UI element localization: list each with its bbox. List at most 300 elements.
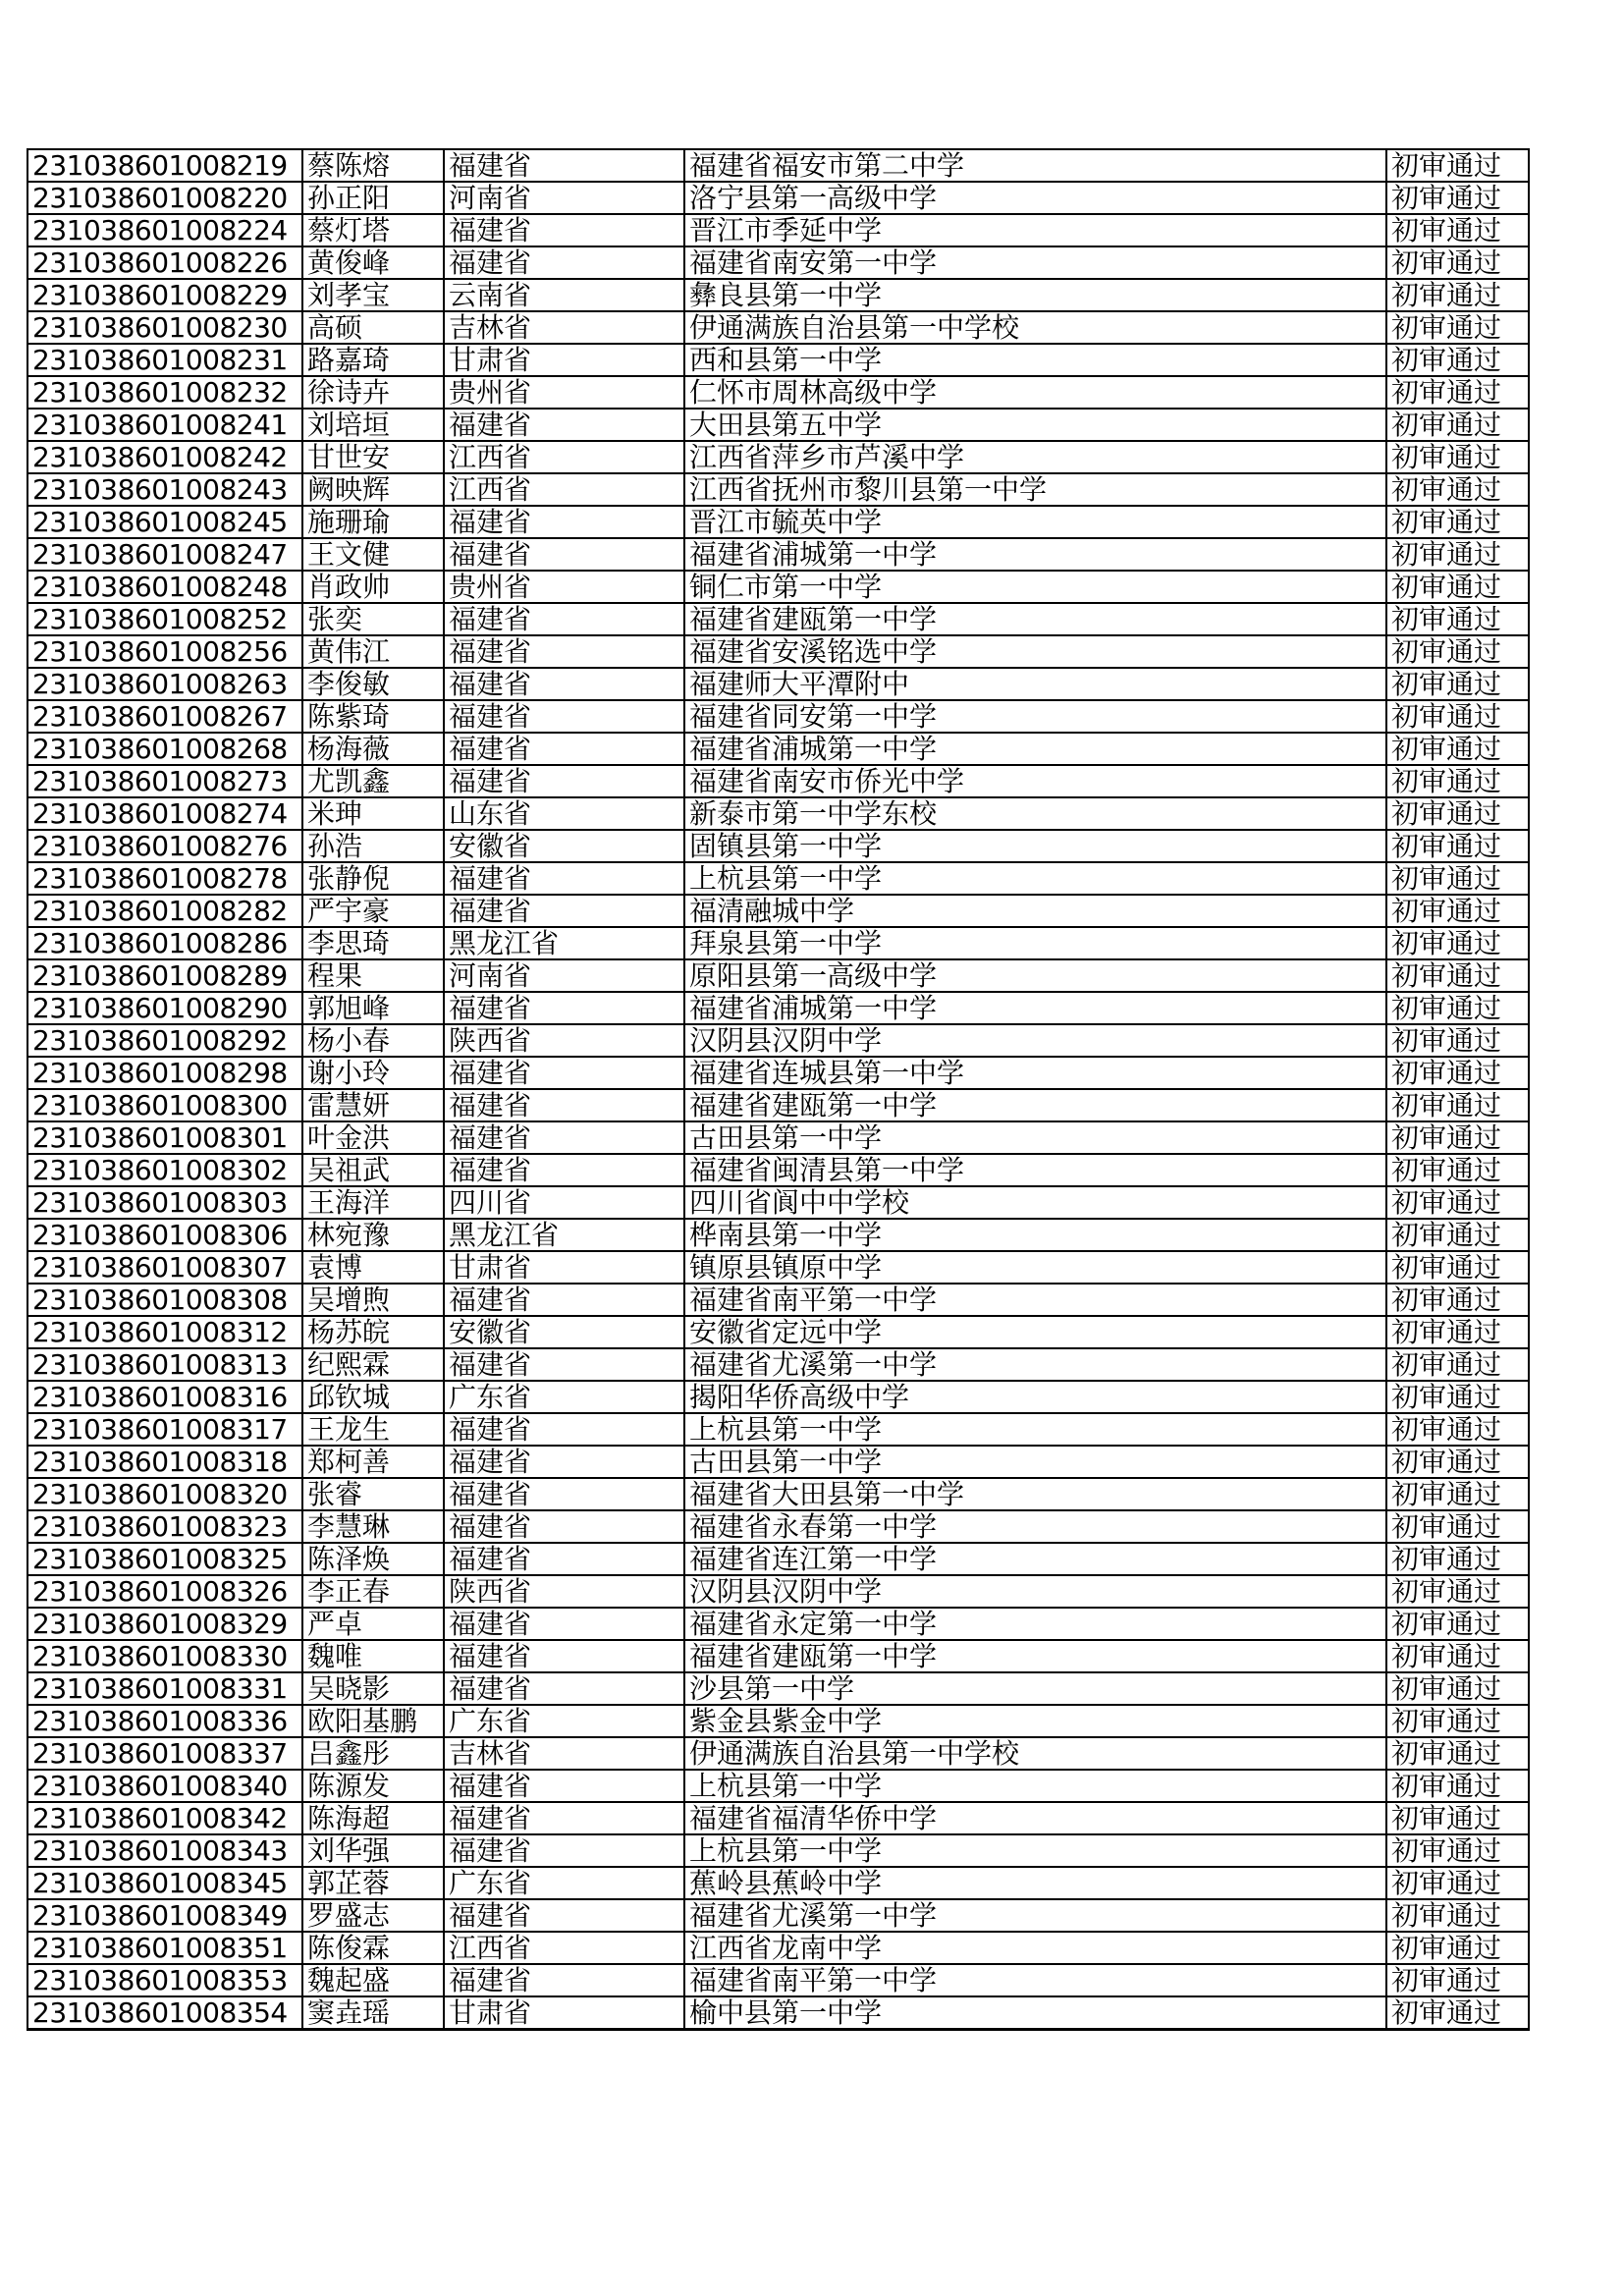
cell-name: 孙正阳 <box>302 182 444 214</box>
table-row <box>27 1478 1529 1510</box>
cell-status: 初审通过 <box>1386 1867 1529 1899</box>
cell-school: 揭阳华侨高级中学 <box>684 1381 1386 1413</box>
table-row <box>27 441 1529 473</box>
cell-status: 初审通过 <box>1386 311 1529 344</box>
cell-id: 231038601008230 <box>27 311 302 344</box>
cell-id: 231038601008336 <box>27 1705 302 1737</box>
cell-status: 初审通过 <box>1386 1284 1529 1316</box>
cell-school: 福建省永春第一中学 <box>684 1510 1386 1543</box>
table-row <box>27 635 1529 668</box>
cell-province: 吉林省 <box>444 311 684 344</box>
cell-id: 231038601008290 <box>27 992 302 1024</box>
cell-name: 杨苏皖 <box>302 1316 444 1348</box>
cell-name: 米珅 <box>302 797 444 830</box>
cell-province: 福建省 <box>444 409 684 441</box>
cell-province: 甘肃省 <box>444 1996 684 2030</box>
cell-name: 窦垚瑶 <box>302 1996 444 2030</box>
cell-school: 彝良县第一中学 <box>684 279 1386 311</box>
cell-name: 王文健 <box>302 538 444 571</box>
cell-school: 桦南县第一中学 <box>684 1219 1386 1251</box>
cell-school: 原阳县第一高级中学 <box>684 959 1386 992</box>
table-row <box>27 862 1529 895</box>
cell-school: 福建省福安市第二中学 <box>684 149 1386 182</box>
table-row <box>27 765 1529 797</box>
cell-status: 初审通过 <box>1386 1121 1529 1154</box>
cell-school: 福建省南安第一中学 <box>684 246 1386 279</box>
cell-school: 福建省浦城第一中学 <box>684 538 1386 571</box>
cell-id: 231038601008351 <box>27 1932 302 1964</box>
cell-name: 李慧琳 <box>302 1510 444 1543</box>
table-row <box>27 376 1529 409</box>
cell-id: 231038601008308 <box>27 1284 302 1316</box>
cell-status: 初审通过 <box>1386 1640 1529 1672</box>
cell-school: 福建省浦城第一中学 <box>684 733 1386 765</box>
table-row <box>27 1802 1529 1834</box>
cell-id: 231038601008326 <box>27 1575 302 1608</box>
cell-status: 初审通过 <box>1386 1770 1529 1802</box>
cell-name: 黄俊峰 <box>302 246 444 279</box>
cell-province: 福建省 <box>444 862 684 895</box>
cell-province: 安徽省 <box>444 830 684 862</box>
cell-status: 初审通过 <box>1386 1348 1529 1381</box>
cell-name: 陈俊霖 <box>302 1932 444 1964</box>
cell-province: 福建省 <box>444 1899 684 1932</box>
cell-status: 初审通过 <box>1386 1446 1529 1478</box>
table-row <box>27 959 1529 992</box>
cell-name: 肖政帅 <box>302 571 444 603</box>
cell-school: 洛宁县第一高级中学 <box>684 182 1386 214</box>
cell-province: 福建省 <box>444 765 684 797</box>
cell-name: 魏起盛 <box>302 1964 444 1996</box>
cell-id: 231038601008243 <box>27 473 302 506</box>
cell-name: 郭旭峰 <box>302 992 444 1024</box>
cell-status: 初审通过 <box>1386 1219 1529 1251</box>
cell-id: 231038601008353 <box>27 1964 302 1996</box>
cell-id: 231038601008256 <box>27 635 302 668</box>
cell-status: 初审通过 <box>1386 1381 1529 1413</box>
cell-status: 初审通过 <box>1386 927 1529 959</box>
cell-id: 231038601008306 <box>27 1219 302 1251</box>
cell-status: 初审通过 <box>1386 376 1529 409</box>
cell-province: 福建省 <box>444 1446 684 1478</box>
table-row <box>27 409 1529 441</box>
cell-status: 初审通过 <box>1386 992 1529 1024</box>
table-row <box>27 733 1529 765</box>
cell-status: 初审通过 <box>1386 1964 1529 1996</box>
table-row <box>27 1899 1529 1932</box>
cell-id: 231038601008248 <box>27 571 302 603</box>
table-row <box>27 1867 1529 1899</box>
cell-id: 231038601008292 <box>27 1024 302 1057</box>
cell-name: 蔡灯塔 <box>302 214 444 246</box>
cell-school: 福建师大平潭附中 <box>684 668 1386 700</box>
cell-id: 231038601008302 <box>27 1154 302 1186</box>
cell-id: 231038601008313 <box>27 1348 302 1381</box>
cell-province: 福建省 <box>444 635 684 668</box>
cell-name: 刘孝宝 <box>302 279 444 311</box>
table-row <box>27 279 1529 311</box>
cell-id: 231038601008276 <box>27 830 302 862</box>
cell-school: 福建省南安市侨光中学 <box>684 765 1386 797</box>
cell-school: 新泰市第一中学东校 <box>684 797 1386 830</box>
cell-school: 镇原县镇原中学 <box>684 1251 1386 1284</box>
cell-school: 福建省南平第一中学 <box>684 1964 1386 1996</box>
cell-school: 上杭县第一中学 <box>684 1413 1386 1446</box>
cell-status: 初审通过 <box>1386 409 1529 441</box>
cell-status: 初审通过 <box>1386 1024 1529 1057</box>
cell-school: 安徽省定远中学 <box>684 1316 1386 1348</box>
table-row <box>27 700 1529 733</box>
cell-school: 上杭县第一中学 <box>684 862 1386 895</box>
cell-name: 路嘉琦 <box>302 344 444 376</box>
cell-id: 231038601008252 <box>27 603 302 635</box>
table-row <box>27 1121 1529 1154</box>
table-row <box>27 797 1529 830</box>
cell-province: 江西省 <box>444 473 684 506</box>
cell-province: 福建省 <box>444 1413 684 1446</box>
cell-id: 231038601008289 <box>27 959 302 992</box>
cell-id: 231038601008349 <box>27 1899 302 1932</box>
cell-school: 江西省抚州市黎川县第一中学 <box>684 473 1386 506</box>
table-row <box>27 992 1529 1024</box>
cell-name: 黄伟江 <box>302 635 444 668</box>
cell-province: 福建省 <box>444 149 684 182</box>
cell-province: 江西省 <box>444 441 684 473</box>
cell-status: 初审通过 <box>1386 279 1529 311</box>
cell-school: 上杭县第一中学 <box>684 1834 1386 1867</box>
cell-status: 初审通过 <box>1386 1057 1529 1089</box>
cell-name: 陈源发 <box>302 1770 444 1802</box>
cell-status: 初审通过 <box>1386 635 1529 668</box>
cell-id: 231038601008268 <box>27 733 302 765</box>
table-row <box>27 571 1529 603</box>
cell-school: 汉阴县汉阴中学 <box>684 1575 1386 1608</box>
cell-province: 福建省 <box>444 1543 684 1575</box>
cell-name: 李正春 <box>302 1575 444 1608</box>
cell-id: 231038601008330 <box>27 1640 302 1672</box>
table-row <box>27 1964 1529 1996</box>
cell-school: 福清融城中学 <box>684 895 1386 927</box>
cell-status: 初审通过 <box>1386 1802 1529 1834</box>
cell-name: 刘培垣 <box>302 409 444 441</box>
cell-id: 231038601008231 <box>27 344 302 376</box>
cell-name: 邱钦城 <box>302 1381 444 1413</box>
cell-status: 初审通过 <box>1386 1478 1529 1510</box>
cell-school: 四川省阆中中学校 <box>684 1186 1386 1219</box>
cell-status: 初审通过 <box>1386 1154 1529 1186</box>
cell-status: 初审通过 <box>1386 1672 1529 1705</box>
table-row <box>27 1737 1529 1770</box>
cell-status: 初审通过 <box>1386 1932 1529 1964</box>
cell-name: 李思琦 <box>302 927 444 959</box>
cell-province: 福建省 <box>444 1640 684 1672</box>
cell-school: 福建省连城县第一中学 <box>684 1057 1386 1089</box>
cell-province: 贵州省 <box>444 376 684 409</box>
cell-id: 231038601008342 <box>27 1802 302 1834</box>
cell-id: 231038601008286 <box>27 927 302 959</box>
cell-name: 严宇豪 <box>302 895 444 927</box>
cell-name: 张奕 <box>302 603 444 635</box>
table-row <box>27 1219 1529 1251</box>
cell-status: 初审通过 <box>1386 1737 1529 1770</box>
cell-school: 铜仁市第一中学 <box>684 571 1386 603</box>
cell-province: 福建省 <box>444 668 684 700</box>
cell-province: 黑龙江省 <box>444 927 684 959</box>
cell-province: 福建省 <box>444 1802 684 1834</box>
cell-school: 福建省尤溪第一中学 <box>684 1899 1386 1932</box>
cell-status: 初审通过 <box>1386 959 1529 992</box>
cell-province: 福建省 <box>444 1089 684 1121</box>
cell-province: 黑龙江省 <box>444 1219 684 1251</box>
cell-name: 王海洋 <box>302 1186 444 1219</box>
cell-id: 231038601008337 <box>27 1737 302 1770</box>
cell-province: 福建省 <box>444 733 684 765</box>
cell-name: 李俊敏 <box>302 668 444 700</box>
cell-id: 231038601008241 <box>27 409 302 441</box>
cell-name: 欧阳基鹏 <box>302 1705 444 1737</box>
cell-school: 拜泉县第一中学 <box>684 927 1386 959</box>
cell-name: 蔡陈熔 <box>302 149 444 182</box>
table-row <box>27 1154 1529 1186</box>
cell-name: 陈泽焕 <box>302 1543 444 1575</box>
cell-status: 初审通过 <box>1386 1510 1529 1543</box>
cell-status: 初审通过 <box>1386 1575 1529 1608</box>
table-row <box>27 1446 1529 1478</box>
cell-status: 初审通过 <box>1386 246 1529 279</box>
cell-province: 福建省 <box>444 506 684 538</box>
cell-id: 231038601008323 <box>27 1510 302 1543</box>
cell-id: 231038601008282 <box>27 895 302 927</box>
cell-name: 施珊瑜 <box>302 506 444 538</box>
cell-province: 陕西省 <box>444 1575 684 1608</box>
cell-name: 程果 <box>302 959 444 992</box>
cell-status: 初审通过 <box>1386 506 1529 538</box>
cell-school: 榆中县第一中学 <box>684 1996 1386 2030</box>
table-row <box>27 1413 1529 1446</box>
cell-school: 福建省连江第一中学 <box>684 1543 1386 1575</box>
cell-school: 福建省尤溪第一中学 <box>684 1348 1386 1381</box>
cell-status: 初审通过 <box>1386 733 1529 765</box>
cell-province: 安徽省 <box>444 1316 684 1348</box>
cell-id: 231038601008340 <box>27 1770 302 1802</box>
cell-name: 尤凯鑫 <box>302 765 444 797</box>
cell-name: 徐诗卉 <box>302 376 444 409</box>
cell-school: 福建省安溪铭选中学 <box>684 635 1386 668</box>
table-row <box>27 668 1529 700</box>
cell-status: 初审通过 <box>1386 1899 1529 1932</box>
cell-province: 四川省 <box>444 1186 684 1219</box>
cell-province: 福建省 <box>444 700 684 733</box>
cell-school: 福建省建瓯第一中学 <box>684 1640 1386 1672</box>
cell-province: 福建省 <box>444 246 684 279</box>
cell-school: 福建省建瓯第一中学 <box>684 603 1386 635</box>
cell-name: 杨小春 <box>302 1024 444 1057</box>
cell-school: 江西省萍乡市芦溪中学 <box>684 441 1386 473</box>
table-row <box>27 182 1529 214</box>
cell-id: 231038601008331 <box>27 1672 302 1705</box>
table-row <box>27 1834 1529 1867</box>
cell-name: 吴增煦 <box>302 1284 444 1316</box>
table-row <box>27 1608 1529 1640</box>
cell-province: 福建省 <box>444 1348 684 1381</box>
table-row <box>27 1381 1529 1413</box>
cell-name: 林宛豫 <box>302 1219 444 1251</box>
table-row <box>27 538 1529 571</box>
cell-province: 福建省 <box>444 538 684 571</box>
cell-name: 魏唯 <box>302 1640 444 1672</box>
cell-name: 罗盛志 <box>302 1899 444 1932</box>
cell-name: 陈紫琦 <box>302 700 444 733</box>
table-row <box>27 473 1529 506</box>
cell-province: 甘肃省 <box>444 1251 684 1284</box>
cell-status: 初审通过 <box>1386 1251 1529 1284</box>
cell-status: 初审通过 <box>1386 830 1529 862</box>
cell-id: 231038601008317 <box>27 1413 302 1446</box>
table-row <box>27 1770 1529 1802</box>
table-row <box>27 830 1529 862</box>
cell-province: 福建省 <box>444 603 684 635</box>
cell-id: 231038601008318 <box>27 1446 302 1478</box>
table-row <box>27 1316 1529 1348</box>
cell-province: 广东省 <box>444 1705 684 1737</box>
cell-name: 郑柯善 <box>302 1446 444 1478</box>
table-row <box>27 1705 1529 1737</box>
cell-id: 231038601008242 <box>27 441 302 473</box>
cell-status: 初审通过 <box>1386 1413 1529 1446</box>
cell-province: 河南省 <box>444 182 684 214</box>
cell-school: 固镇县第一中学 <box>684 830 1386 862</box>
cell-school: 汉阴县汉阴中学 <box>684 1024 1386 1057</box>
cell-province: 福建省 <box>444 992 684 1024</box>
cell-id: 231038601008232 <box>27 376 302 409</box>
cell-school: 江西省龙南中学 <box>684 1932 1386 1964</box>
table-row <box>27 214 1529 246</box>
cell-name: 郭芷蓉 <box>302 1867 444 1899</box>
cell-province: 云南省 <box>444 279 684 311</box>
cell-id: 231038601008278 <box>27 862 302 895</box>
table-row <box>27 1543 1529 1575</box>
cell-school: 福建省大田县第一中学 <box>684 1478 1386 1510</box>
table-row <box>27 506 1529 538</box>
cell-province: 甘肃省 <box>444 344 684 376</box>
cell-id: 231038601008224 <box>27 214 302 246</box>
cell-id: 231038601008343 <box>27 1834 302 1867</box>
cell-id: 231038601008229 <box>27 279 302 311</box>
cell-id: 231038601008274 <box>27 797 302 830</box>
cell-status: 初审通过 <box>1386 344 1529 376</box>
cell-status: 初审通过 <box>1386 149 1529 182</box>
cell-id: 231038601008267 <box>27 700 302 733</box>
cell-name: 严卓 <box>302 1608 444 1640</box>
table-row <box>27 344 1529 376</box>
cell-school: 福建省南平第一中学 <box>684 1284 1386 1316</box>
cell-status: 初审通过 <box>1386 1186 1529 1219</box>
cell-school: 大田县第五中学 <box>684 409 1386 441</box>
cell-status: 初审通过 <box>1386 473 1529 506</box>
cell-school: 福建省永定第一中学 <box>684 1608 1386 1640</box>
cell-province: 福建省 <box>444 1478 684 1510</box>
cell-id: 231038601008220 <box>27 182 302 214</box>
cell-id: 231038601008320 <box>27 1478 302 1510</box>
cell-name: 吴祖武 <box>302 1154 444 1186</box>
cell-school: 福建省建瓯第一中学 <box>684 1089 1386 1121</box>
table-row <box>27 1575 1529 1608</box>
cell-province: 陕西省 <box>444 1024 684 1057</box>
cell-school: 福建省福清华侨中学 <box>684 1802 1386 1834</box>
cell-name: 杨海薇 <box>302 733 444 765</box>
table-row <box>27 1186 1529 1219</box>
table-row <box>27 927 1529 959</box>
cell-id: 231038601008226 <box>27 246 302 279</box>
cell-province: 山东省 <box>444 797 684 830</box>
table-row <box>27 895 1529 927</box>
cell-school: 仁怀市周林高级中学 <box>684 376 1386 409</box>
cell-name: 孙浩 <box>302 830 444 862</box>
cell-status: 初审通过 <box>1386 571 1529 603</box>
cell-id: 231038601008300 <box>27 1089 302 1121</box>
cell-status: 初审通过 <box>1386 538 1529 571</box>
cell-name: 刘华强 <box>302 1834 444 1867</box>
cell-school: 蕉岭县蕉岭中学 <box>684 1867 1386 1899</box>
cell-province: 福建省 <box>444 1608 684 1640</box>
cell-status: 初审通过 <box>1386 1316 1529 1348</box>
applicant-table <box>27 148 1530 2031</box>
cell-province: 福建省 <box>444 1284 684 1316</box>
cell-school: 晋江市季延中学 <box>684 214 1386 246</box>
cell-id: 231038601008303 <box>27 1186 302 1219</box>
cell-status: 初审通过 <box>1386 1089 1529 1121</box>
cell-id: 231038601008273 <box>27 765 302 797</box>
cell-id: 231038601008245 <box>27 506 302 538</box>
cell-id: 231038601008298 <box>27 1057 302 1089</box>
cell-province: 吉林省 <box>444 1737 684 1770</box>
cell-name: 陈海超 <box>302 1802 444 1834</box>
cell-id: 231038601008312 <box>27 1316 302 1348</box>
cell-status: 初审通过 <box>1386 668 1529 700</box>
cell-name: 雷慧妍 <box>302 1089 444 1121</box>
cell-province: 广东省 <box>444 1867 684 1899</box>
cell-status: 初审通过 <box>1386 797 1529 830</box>
cell-province: 福建省 <box>444 1154 684 1186</box>
cell-school: 伊通满族自治县第一中学校 <box>684 1737 1386 1770</box>
cell-status: 初审通过 <box>1386 182 1529 214</box>
cell-province: 福建省 <box>444 1834 684 1867</box>
cell-province: 福建省 <box>444 1057 684 1089</box>
cell-id: 231038601008307 <box>27 1251 302 1284</box>
cell-school: 福建省同安第一中学 <box>684 700 1386 733</box>
table-row <box>27 1024 1529 1057</box>
cell-name: 王龙生 <box>302 1413 444 1446</box>
cell-name: 吴晓影 <box>302 1672 444 1705</box>
cell-province: 江西省 <box>444 1932 684 1964</box>
table-row <box>27 1057 1529 1089</box>
cell-school: 伊通满族自治县第一中学校 <box>684 311 1386 344</box>
cell-school: 福建省闽清县第一中学 <box>684 1154 1386 1186</box>
cell-school: 古田县第一中学 <box>684 1446 1386 1478</box>
cell-status: 初审通过 <box>1386 441 1529 473</box>
cell-school: 西和县第一中学 <box>684 344 1386 376</box>
cell-province: 河南省 <box>444 959 684 992</box>
cell-school: 上杭县第一中学 <box>684 1770 1386 1802</box>
cell-name: 纪熙霖 <box>302 1348 444 1381</box>
table-row <box>27 603 1529 635</box>
cell-school: 紫金县紫金中学 <box>684 1705 1386 1737</box>
table-body <box>27 149 1529 2030</box>
cell-province: 福建省 <box>444 1770 684 1802</box>
cell-id: 231038601008263 <box>27 668 302 700</box>
cell-status: 初审通过 <box>1386 1996 1529 2030</box>
cell-name: 谢小玲 <box>302 1057 444 1089</box>
